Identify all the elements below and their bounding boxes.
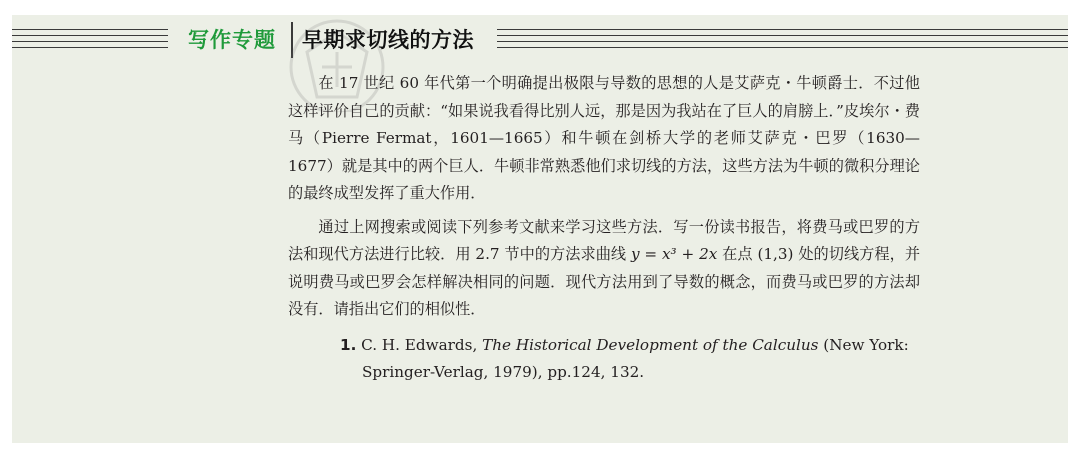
reference-item: [340, 332, 920, 387]
feature-label: 写作专题: [188, 28, 276, 52]
reference-title: The Historical Development of the Calculus: [482, 335, 819, 354]
paragraph-assignment: [288, 214, 920, 324]
reference-number: 1.: [340, 335, 357, 354]
assignment-text-c: 处的切线方程，并说明费马或巴罗会怎样解决相同的问题．现代方法用到了导数的概念，而费马或巴罗的方法却没有．请指出它们的相似性．: [288, 245, 921, 318]
paragraph-intro: 在 17 世纪 60 年代第一个明确提出极限与导数的思想的人是艾萨克・牛顿爵士．不过他这样评价自己的贡献：“如果说我看得比别人远，那是因为我站在了巨人的肩膀上．”皮埃尔・费马（Pierre Fermat，1601—1665）和牛顿在剑桥大学的老师艾萨克・巴罗（1630—1677）就是其中的两个巨人．牛顿非常熟悉他们求切线的方法，这些方法为牛顿的微积分理论的最终成型发挥了重大作用．: [288, 74, 920, 202]
curve-equation: y = x³ + 2x: [630, 245, 718, 263]
section-title: 早期求切线的方法: [302, 28, 474, 52]
assignment-text-b: 在点: [717, 245, 758, 263]
header-rule-left: [12, 29, 168, 50]
header-rule-right: [497, 29, 1068, 50]
assignment-text-a: 通过上网搜索或阅读下列参考文献来学习这些方法．写一份读书报告，将费马或巴罗的方法和现代方法进行比较．用 2.7 节中的方法求曲线: [288, 217, 920, 263]
point-coordinates: (1,3): [757, 245, 794, 263]
reference-authors: C. H. Edwards,: [361, 335, 483, 354]
section-header: [0, 18, 1080, 62]
reference-details: (New York: Springer-Verlag, 1979), pp.124, 132.: [362, 335, 909, 381]
article-body: [288, 70, 920, 387]
